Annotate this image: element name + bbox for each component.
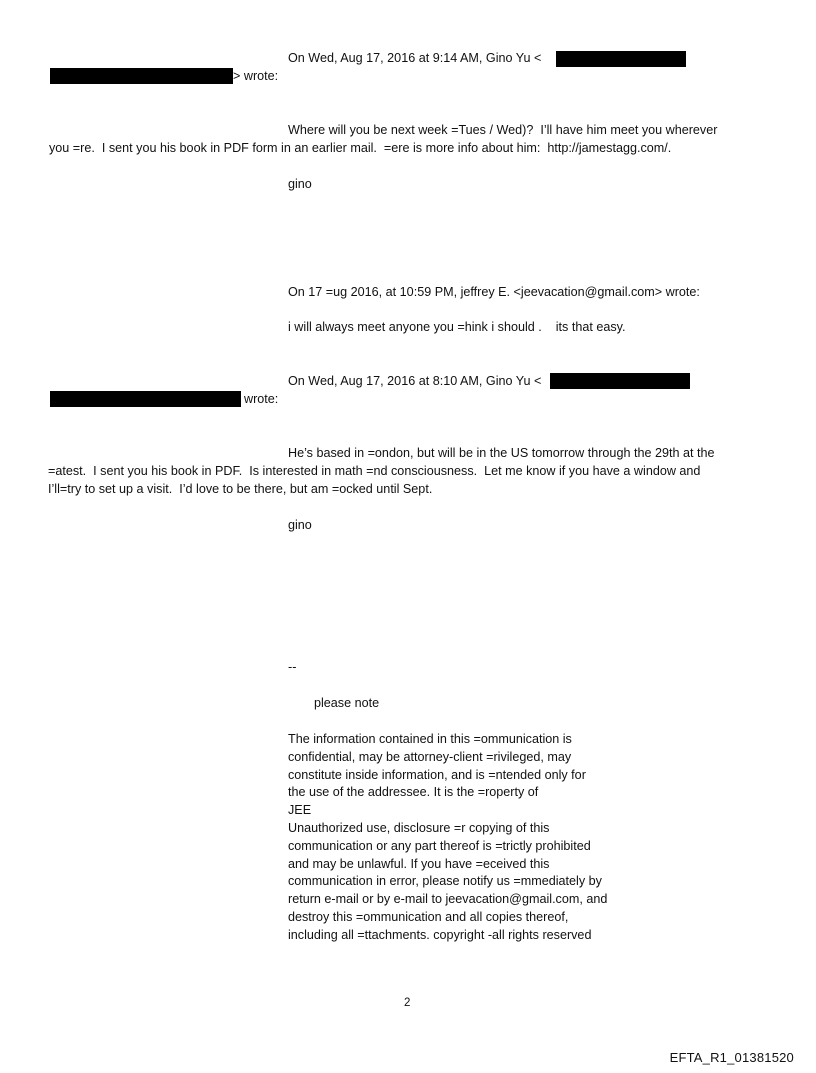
email2-body: i will always meet anyone you =hink i should . its that easy. [288, 320, 626, 334]
redaction-email-address [50, 391, 241, 407]
disclaimer-line: the use of the addressee. It is the =roperty of [288, 785, 539, 800]
disclaimer-line: confidential, may be attorney-client =rivileged, may [288, 749, 572, 764]
email1-body-line1: Where will you be next week =Tues / Wed)? I’ll have him meet you wherever [288, 123, 718, 137]
disclaimer-line: The information contained in this =ommunication is [288, 732, 572, 746]
email1-signature: gino [288, 177, 312, 191]
email1-header-line1: On Wed, Aug 17, 2016 at 9:14 AM, Gino Yu < [288, 51, 542, 65]
note-heading: please note [314, 696, 380, 710]
email3-body-line2: =atest. I sent you his book in PDF. Is interested in math =nd consciousness. Let me know if you have a window and [48, 464, 701, 478]
disclaimer-line: and may be unlawful. If you have =eceived this [288, 856, 550, 871]
disclaimer-line: including all =ttachments. copyright -all rights reserved [288, 927, 592, 942]
email3-signature: gino [288, 518, 312, 532]
page-number: 2 [404, 997, 411, 1009]
disclaimer-line: Unauthorized use, disclosure =r copying of this [288, 820, 550, 835]
email3-body-line3: I’ll=try to set up a visit. I’d love to be there, but am =ocked until Sept. [48, 482, 433, 496]
disclaimer-line: destroy this =ommunication and all copies thereof, [288, 909, 569, 924]
document-id: EFTA_R1_01381520 [669, 1050, 794, 1065]
disclaimer-line: communication in error, please notify us =mmediately by [288, 874, 602, 889]
email1-header-line2: > wrote: [233, 69, 279, 83]
redaction-email-address [50, 68, 233, 84]
separator: -- [288, 660, 297, 674]
email1-body-line2: you =re. I sent you his book in PDF form in an earlier mail. =ere is more info about him: http://jamestagg.com/. [49, 141, 672, 155]
email3-header-line2: wrote: [244, 392, 279, 406]
disclaimer-line: constitute inside information, and is =ntended only for [288, 767, 586, 782]
disclaimer-block [288, 731, 607, 945]
email2-header: On 17 =ug 2016, at 10:59 PM, jeffrey E. <jeevacation@gmail.com> wrote: [288, 285, 700, 299]
disclaimer-line: return e-mail or by e-mail to jeevacation@gmail.com, and [288, 892, 608, 907]
disclaimer-line: JEE [288, 803, 312, 818]
email3-header-line1: On Wed, Aug 17, 2016 at 8:10 AM, Gino Yu < [288, 374, 542, 388]
redaction-email-address [556, 51, 686, 67]
redaction-email-address [550, 373, 690, 389]
disclaimer-line: communication or any part thereof is =trictly prohibited [288, 838, 591, 853]
email3-body-line1: He’s based in =ondon, but will be in the US tomorrow through the 29th at the [288, 446, 715, 460]
